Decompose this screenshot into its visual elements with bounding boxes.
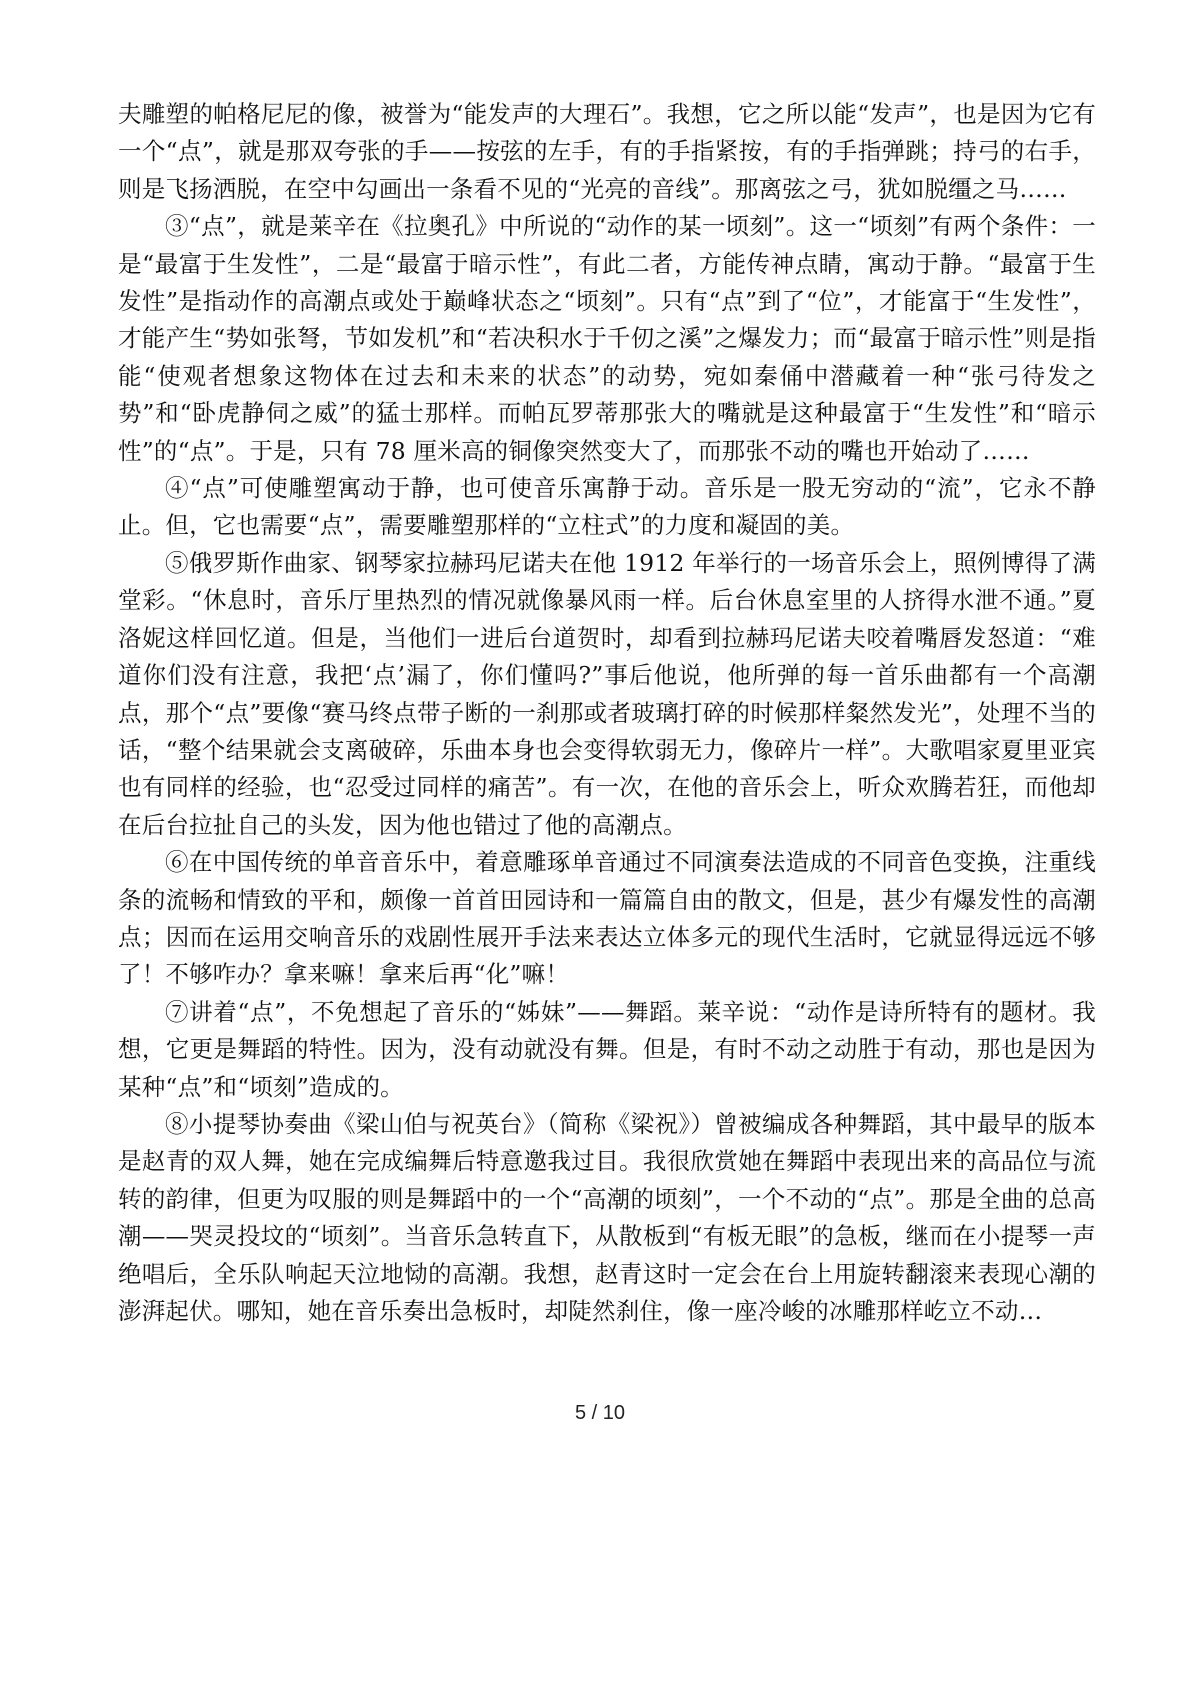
paragraph-continued: 夫雕塑的帕格尼尼的像，被誉为“能发声的大理石”。我想，它之所以能“发声”，也是因为它有一个“点”，就是那双夸张的手——按弦的左手，有的手指紧按，有的手指弹跳；持弓的右手，则是飞扬洒脱，在空中勾画出一条看不见的“光亮的音线”。那离弦之弓，犹如脱缰之马…… <box>118 100 1096 203</box>
paragraph-4: ④“点”可使雕塑寓动于静，也可使音乐寓静于动。音乐是一股无穷动的“流”，它永不静止。但，它也需要“点”，需要雕塑那样的“立柱式”的力度和凝固的美。 <box>118 474 1096 540</box>
paragraph-7: ⑦讲着“点”，不免想起了音乐的“姊妹”——舞蹈。莱辛说：“动作是诗所特有的题材。我想，它更是舞蹈的特性。因为，没有动就没有舞。但是，有时不动之动胜于有动，那也是因为某种“点”和“顷刻”造成的。 <box>118 997 1096 1101</box>
document-body <box>118 96 1096 1330</box>
paragraph-8: ⑧小提琴协奏曲《梁山伯与祝英台》（简称《梁祝》）曾被编成各种舞蹈，其中最早的版本是赵青的双人舞，她在完成编舞后特意邀我过目。我很欣赏她在舞蹈中表现出来的高品位与流转的韵律，但更为叹服的则是舞蹈中的一个“高潮的顷刻”，一个不动的“点”。那是全曲的总高潮——哭灵投坟的“顷刻”。当音乐急转直下，从散板到“有板无眼”的急板，继而在小提琴一声绝唱后，全乐队响起天泣地恸的高潮。我想，赵青这时一定会在台上用旋转翻滚来表现心潮的澎湃起伏。哪知，她在音乐奏出急板时，却陡然刹住，像一座冷峻的冰雕那样屹立不动… <box>118 1109 1096 1325</box>
paragraph-5: ⑤俄罗斯作曲家、钢琴家拉赫玛尼诺夫在他 1912 年举行的一场音乐会上，照例博得了满堂彩。“休息时，音乐厅里热烈的情况就像暴风雨一样。后台休息室里的人挤得水泄不通。”夏洛妮这样回忆道。但是，当他们一进后台道贺时，却看到拉赫玛尼诺夫咬着嘴唇发怒道：“难道你们没有注意，我把‘点’漏了，你们懂吗?”事后他说，他所弹的每一首乐曲都有一个高潮点，那个“点”要像“赛马终点带子断的一刹那或者玻璃打碎的时候那样粲然发光”，处理不当的话，“整个结果就会支离破碎，乐曲本身也会变得软弱无力，像碎片一样”。大歌唱家夏里亚宾也有同样的经验，也“忍受过同样的痛苦”。有一次，在他的音乐会上，听众欢腾若狂，而他却在后台拉扯自己的头发，因为他也错过了他的高潮点。 <box>118 548 1096 839</box>
paragraph-6: ⑥在中国传统的单音音乐中，着意雕琢单音通过不同演奏法造成的不同音色变换，注重线条的流畅和情致的平和，颇像一首首田园诗和一篇篇自由的散文，但是，甚少有爆发性的高潮点；因而在运用交响音乐的戏剧性展开手法来表达立体多元的现代生活时，它就显得远远不够了！不够咋办？拿来嘛！拿来后再“化”嘛！ <box>118 848 1096 989</box>
paragraph-3: ③“点”，就是莱辛在《拉奥孔》中所说的“动作的某一顷刻”。这一“顷刻”有两个条件：一是“最富于生发性”，二是“最富于暗示性”，有此二者，方能传神点睛，寓动于静。“最富于生发性”是指动作的高潮点或处于巅峰状态之“顷刻”。只有“点”到了“位”，才能富于“生发性”，才能产生“势如张弩，节如发机”和“若决积水于千仞之溪”之爆发力；而“最富于暗示性”则是指能“使观者想象这物体在过去和未来的状态”的动势，宛如秦俑中潜藏着一种“张弓待发之势”和“卧虎静伺之威”的猛士那样。而帕瓦罗蒂那张大的嘴就是这种最富于“生发性”和“暗示性”的“点”。于是，只有 78 厘米高的铜像突然变大了，而那张不动的嘴也开始动了…… <box>118 212 1096 465</box>
page-number: 5 / 10 <box>574 1402 626 1424</box>
